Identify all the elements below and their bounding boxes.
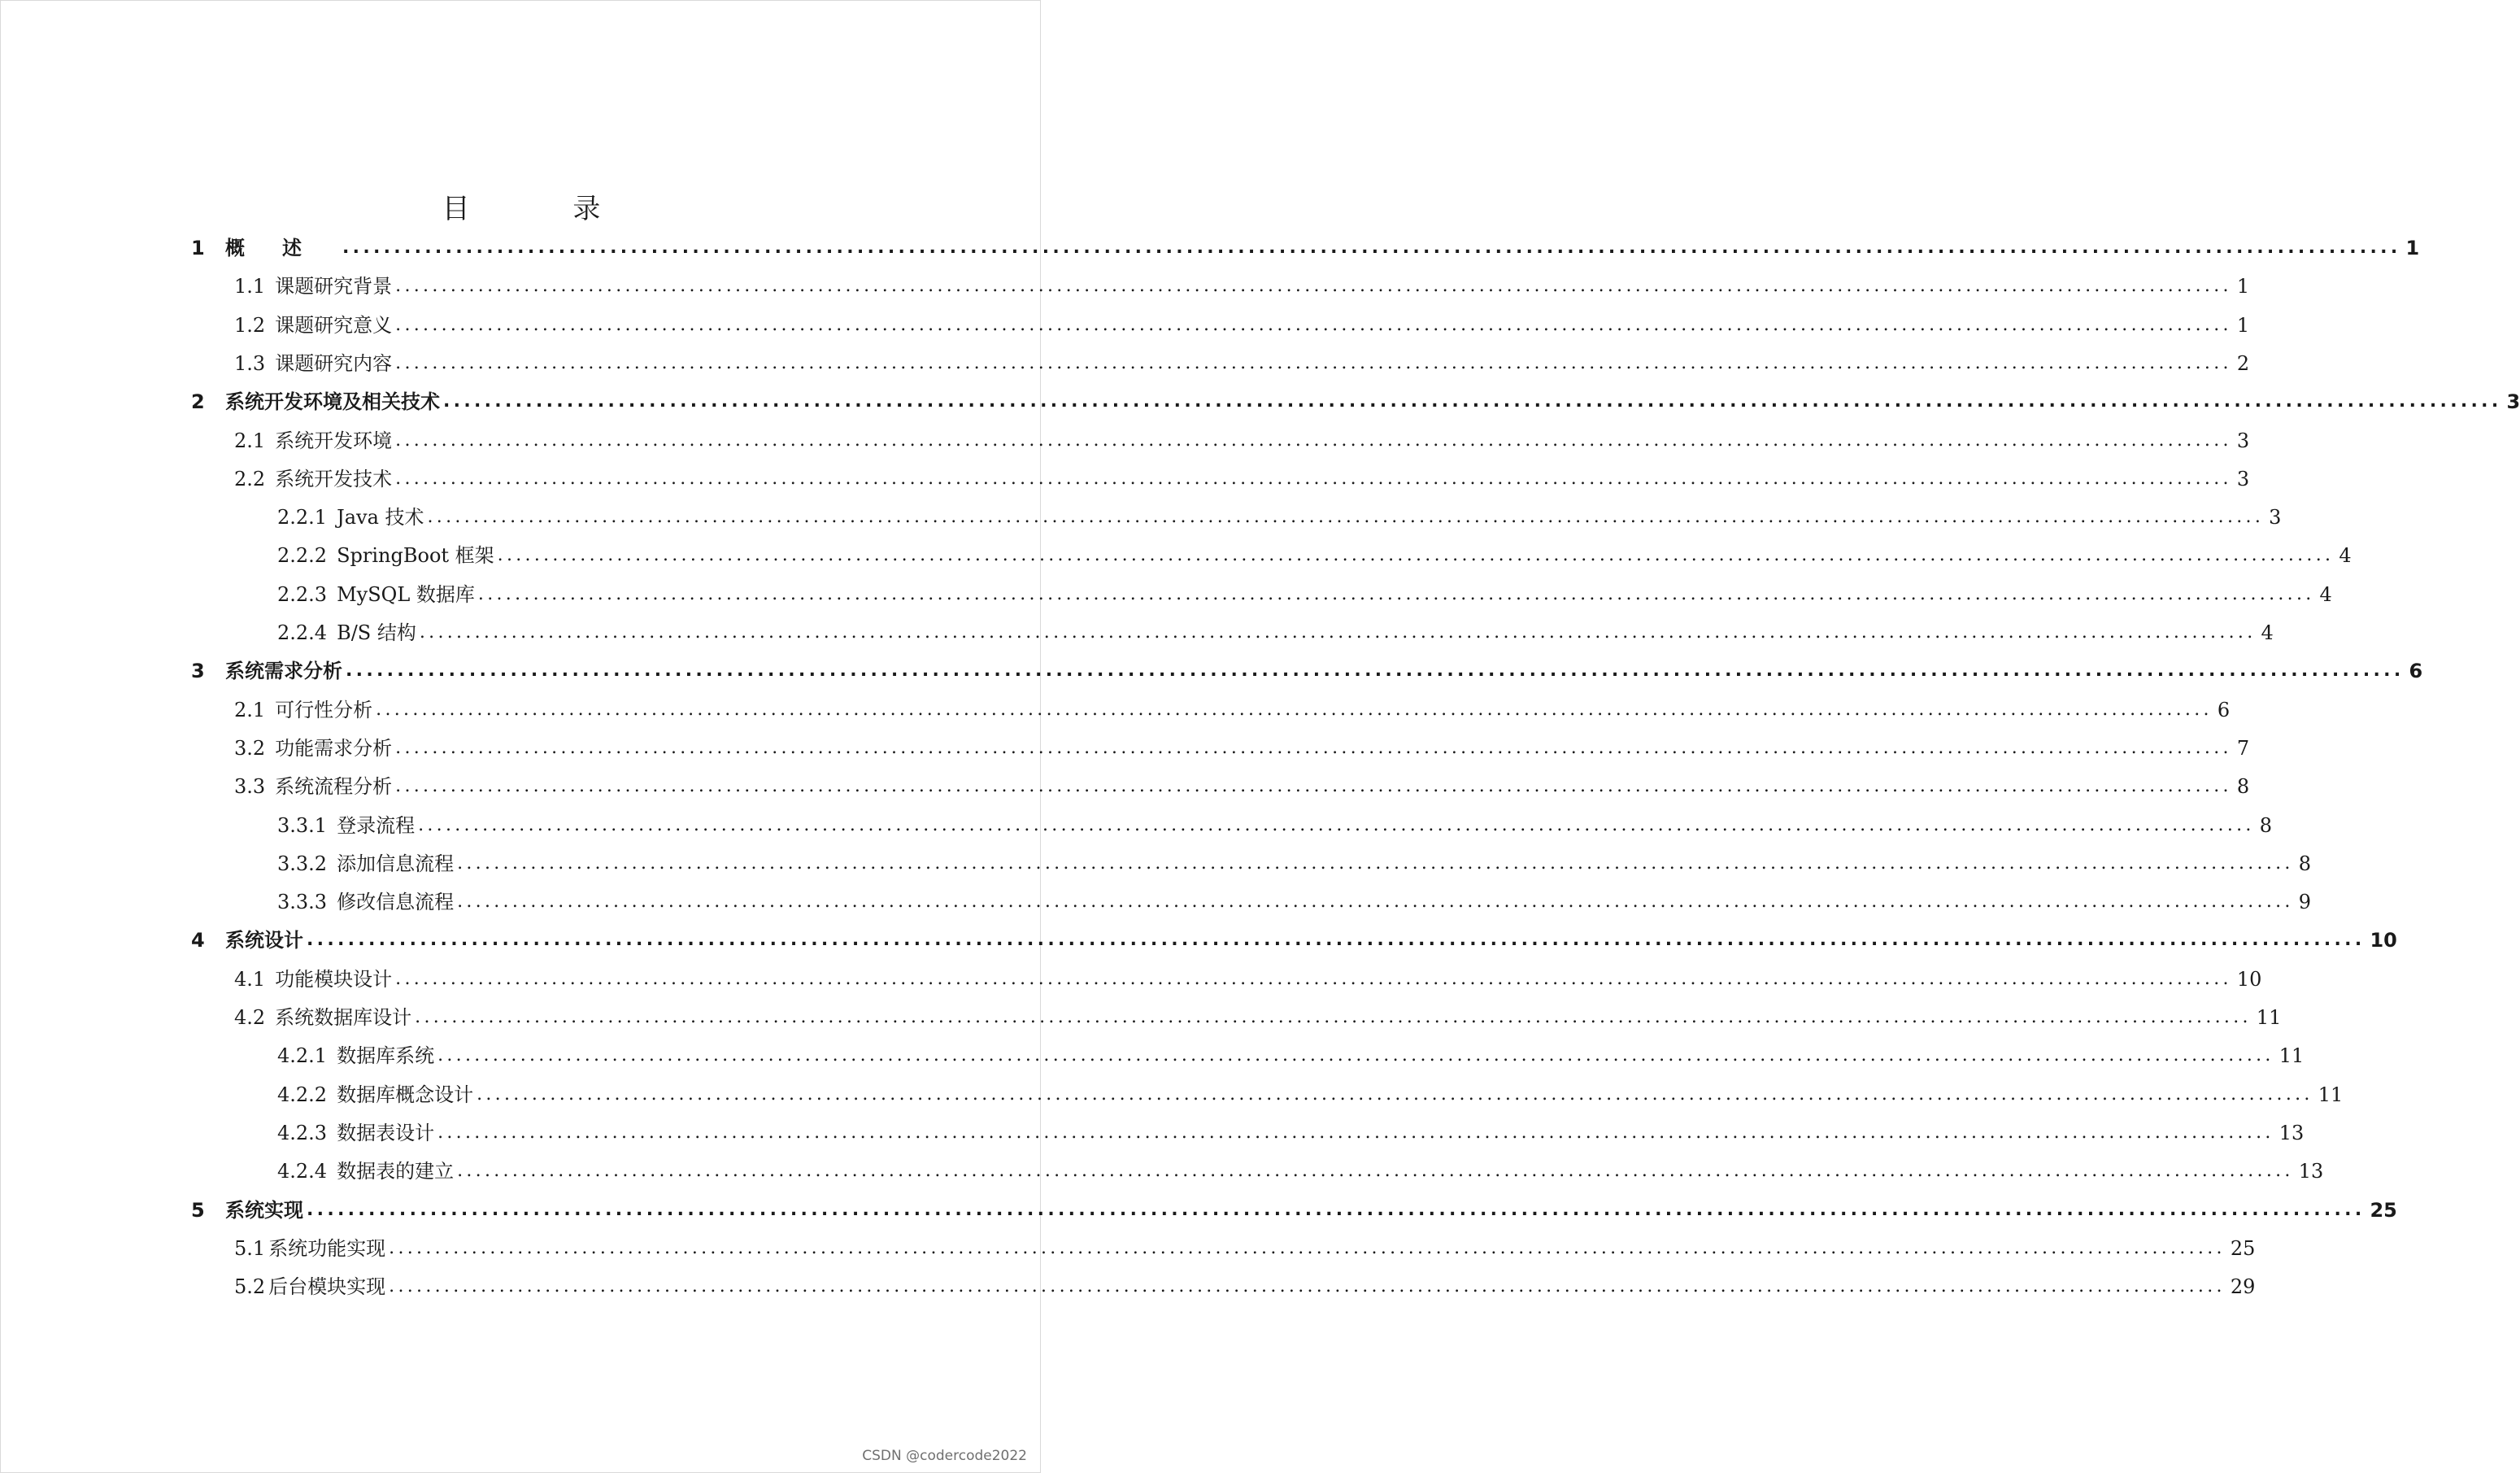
toc-entry-number: 1.1 <box>234 275 266 299</box>
toc-entry-page-number: 13 <box>2278 1121 2305 1144</box>
toc-entry-title: 系统开发环境 <box>275 429 393 452</box>
toc-entry[interactable] <box>277 1155 2324 1188</box>
toc-dot-leader: ........................................................................................................................................................................................................ <box>418 814 2255 835</box>
toc-entry[interactable] <box>234 309 2250 342</box>
toc-entry-page-number: 6 <box>2217 698 2231 721</box>
toc-entry-title: 修改信息流程 <box>337 891 455 914</box>
toc-dot-leader: ........................................................................................................................................................................................................ <box>437 1045 2274 1066</box>
toc-entry-page-number: 10 <box>2370 929 2397 952</box>
toc-entry[interactable] <box>277 1079 2344 1111</box>
toc-entry[interactable] <box>234 270 2250 303</box>
toc-dot-leader: ........................................................................................................................................................................................................ <box>457 1161 2294 1182</box>
toc-entry-title: 系统需求分析 <box>225 659 342 683</box>
toc-entry[interactable] <box>277 578 2332 611</box>
toc-entry-page-number: 10 <box>2236 967 2262 991</box>
toc-entry-title: 课题研究意义 <box>275 313 393 337</box>
toc-entry-number: 3.3.2 <box>277 852 328 875</box>
toc-entry-page-number: 8 <box>2236 775 2250 799</box>
toc-entry-title: 系统开发环境及相关技术 <box>225 390 440 414</box>
toc-entry[interactable] <box>234 770 2250 803</box>
toc-dot-leader: ........................................................................................................................................................................................................ <box>457 852 2294 874</box>
toc-dot-leader: ........................................................................................................................................................................................................ <box>419 622 2257 643</box>
toc-entry[interactable] <box>234 1001 2282 1034</box>
toc-entry-number: 1 <box>191 237 205 259</box>
toc-dot-leader: ........................................................................................................................................................................................................ <box>443 391 2502 412</box>
toc-entry-number: 3.3 <box>234 775 266 799</box>
toc-entry-number: 2 <box>191 390 205 414</box>
toc-entry[interactable] <box>234 732 2250 765</box>
toc-entry-title: 系统功能实现 <box>268 1236 386 1260</box>
toc-entry-page-number: 1 <box>2405 237 2420 259</box>
toc-entry[interactable] <box>277 1117 2305 1149</box>
toc-entry-page-number: 4 <box>2339 544 2352 568</box>
toc-entry-title: 可行性分析 <box>275 698 373 721</box>
toc-entry[interactable] <box>234 463 2250 495</box>
toc-entry[interactable] <box>277 809 2272 842</box>
toc-entry[interactable] <box>234 694 2231 726</box>
toc-entry-number: 5.2 <box>234 1275 266 1299</box>
toc-dot-leader: ........................................................................................................................................................................................................ <box>395 737 2232 758</box>
toc-entry-number: 2.2.2 <box>277 544 328 568</box>
toc-dot-leader: ........................................................................................................................................................................................................ <box>457 891 2294 913</box>
toc-entry-number: 4.2.3 <box>277 1121 328 1144</box>
toc-dot-leader: ........................................................................................................................................................................................................ <box>477 1083 2313 1105</box>
toc-dot-leader: ........................................................................................................................................................................................................ <box>307 1199 2365 1220</box>
toc-entry-page-number: 8 <box>2298 852 2311 875</box>
toc-entry-title: 功能模块设计 <box>275 967 393 991</box>
toc-entry-number: 2.2.1 <box>277 506 328 529</box>
toc-entry-title: 数据表的建立 <box>337 1160 455 1183</box>
toc-dot-leader: ........................................................................................................................................................................................................ <box>342 238 2401 258</box>
toc-dot-leader: ........................................................................................................................................................................................................ <box>477 583 2315 604</box>
toc-entry[interactable] <box>191 924 2397 957</box>
toc-entry[interactable] <box>234 425 2250 457</box>
toc-dot-leader: ........................................................................................................................................................................................................ <box>427 507 2265 528</box>
toc-entry-title: 数据库系统 <box>337 1044 435 1068</box>
toc-entry-number: 4.2 <box>234 1006 266 1029</box>
toc-entry-number: 2.1 <box>234 429 266 452</box>
toc-dot-leader: ........................................................................................................................................................................................................ <box>395 468 2232 489</box>
toc-entry-title: 功能需求分析 <box>275 736 393 760</box>
toc-entry-number: 4.2.1 <box>277 1044 328 1068</box>
toc-entry[interactable] <box>191 386 2520 418</box>
toc-entry[interactable] <box>191 232 2420 264</box>
toc-entry-page-number: 9 <box>2298 891 2311 914</box>
toc-entry-page-number: 25 <box>2370 1198 2397 1222</box>
toc-entry-page-number: 1 <box>2236 313 2250 337</box>
toc-entry-number: 1.3 <box>234 351 266 375</box>
toc-entry-page-number: 2 <box>2236 351 2250 375</box>
toc-dot-leader: ........................................................................................................................................................................................................ <box>395 776 2232 797</box>
toc-entry-page-number: 3 <box>2269 506 2282 529</box>
toc-entry-page-number: 7 <box>2236 736 2250 760</box>
toc-entry[interactable] <box>277 1039 2305 1072</box>
toc-entry[interactable] <box>277 539 2352 572</box>
toc-entry[interactable] <box>277 848 2311 880</box>
toc-entry-number: 3.2 <box>234 736 266 760</box>
toc-entry-title: SpringBoot 框架 <box>337 544 494 568</box>
toc-entry-number: 5.1 <box>234 1236 266 1260</box>
toc-entry-title: 数据表设计 <box>337 1121 435 1144</box>
toc-entry-title: B/S 结构 <box>337 621 416 644</box>
toc-entry-title: MySQL 数据库 <box>337 582 475 606</box>
toc-entry-page-number: 4 <box>2319 582 2332 606</box>
toc-entry-title: 登录流程 <box>337 813 416 837</box>
toc-entry[interactable] <box>277 617 2274 649</box>
toc-dot-leader: ........................................................................................................................................................................................................ <box>376 699 2213 720</box>
toc-entry-title: 课题研究内容 <box>275 351 393 375</box>
toc-entry-number: 3.3.3 <box>277 891 328 914</box>
toc-entry-title: 课题研究背景 <box>275 275 393 299</box>
toc-entry-number: 4 <box>191 929 205 952</box>
toc-entry-title: 系统数据库设计 <box>275 1006 412 1029</box>
toc-entry[interactable] <box>234 963 2262 996</box>
toc-entry[interactable] <box>191 655 2423 687</box>
toc-entry-number: 2.2 <box>234 467 266 490</box>
toc-entry-page-number: 29 <box>2230 1275 2256 1299</box>
toc-entry-number: 1.2 <box>234 313 266 337</box>
toc-entry-title: Java 技术 <box>337 506 424 529</box>
toc-entry-number: 2.2.4 <box>277 621 328 644</box>
toc-entry-number: 3.3.1 <box>277 813 328 837</box>
toc-dot-leader: ........................................................................................................................................................................................................ <box>307 930 2365 951</box>
toc-entry-title: 后台模块实现 <box>268 1275 386 1299</box>
toc-entry-number: 4.1 <box>234 967 266 991</box>
toc-entry-title: 系统设计 <box>225 928 303 952</box>
toc-entry-number: 4.2.2 <box>277 1083 328 1106</box>
toc-dot-leader: ........................................................................................................................................................................................................ <box>395 314 2232 335</box>
toc-entry-page-number: 3 <box>2236 467 2250 490</box>
toc-entry-page-number: 11 <box>2256 1006 2282 1029</box>
toc-dot-leader: ........................................................................................................................................................................................................ <box>415 1007 2252 1027</box>
toc-entry[interactable] <box>277 886 2311 918</box>
toc-dot-leader: ........................................................................................................................................................................................................ <box>389 1237 2226 1258</box>
toc-dot-leader: ........................................................................................................................................................................................................ <box>497 545 2335 566</box>
toc-entry-title: 系统开发技术 <box>275 467 393 490</box>
toc-entry[interactable] <box>234 1232 2256 1265</box>
toc-dot-leader: ........................................................................................................................................................................................................ <box>346 660 2405 682</box>
toc-entry[interactable] <box>234 1270 2256 1303</box>
toc-entry-title: 概述 <box>225 236 339 259</box>
toc-dot-leader: ........................................................................................................................................................................................................ <box>395 276 2232 297</box>
toc-entry-page-number: 13 <box>2298 1160 2324 1183</box>
toc-entry-page-number: 4 <box>2261 621 2274 644</box>
toc-entry-title: 系统实现 <box>225 1197 303 1222</box>
toc-title: 目 录 <box>442 193 648 225</box>
toc-entry[interactable] <box>277 501 2282 534</box>
toc-entry-page-number: 8 <box>2259 813 2272 837</box>
toc-dot-leader: ........................................................................................................................................................................................................ <box>395 429 2232 451</box>
toc-entry-page-number: 25 <box>2230 1236 2256 1260</box>
toc-dot-leader: ........................................................................................................................................................................................................ <box>437 1122 2274 1143</box>
toc-entry-number: 4.2.4 <box>277 1160 328 1183</box>
toc-entry[interactable] <box>191 1194 2397 1227</box>
toc-entry-page-number: 1 <box>2236 275 2250 299</box>
toc-dot-leader: ........................................................................................................................................................................................................ <box>389 1276 2226 1297</box>
toc-entry-title: 系统流程分析 <box>275 775 393 799</box>
toc-dot-leader: ........................................................................................................................................................................................................ <box>395 352 2232 373</box>
toc-entry-number: 2.1 <box>234 698 266 721</box>
csdn-watermark: CSDN @codercode2022 <box>862 1448 1027 1464</box>
toc-entry-page-number: 3 <box>2506 390 2520 414</box>
toc-entry-title: 添加信息流程 <box>337 852 455 875</box>
toc-entry-title: 数据库概念设计 <box>337 1083 474 1106</box>
toc-entry-page-number: 11 <box>2278 1044 2305 1068</box>
toc-dot-leader: ........................................................................................................................................................................................................ <box>395 968 2232 989</box>
toc-entry-number: 5 <box>191 1198 205 1222</box>
toc-entry-number: 3 <box>191 660 205 683</box>
toc-entry-page-number: 3 <box>2236 429 2250 452</box>
toc-entry-page-number: 11 <box>2318 1083 2344 1106</box>
toc-entry[interactable] <box>234 347 2250 380</box>
toc-entry-number: 2.2.3 <box>277 582 328 606</box>
toc-entry-page-number: 6 <box>2409 660 2423 683</box>
